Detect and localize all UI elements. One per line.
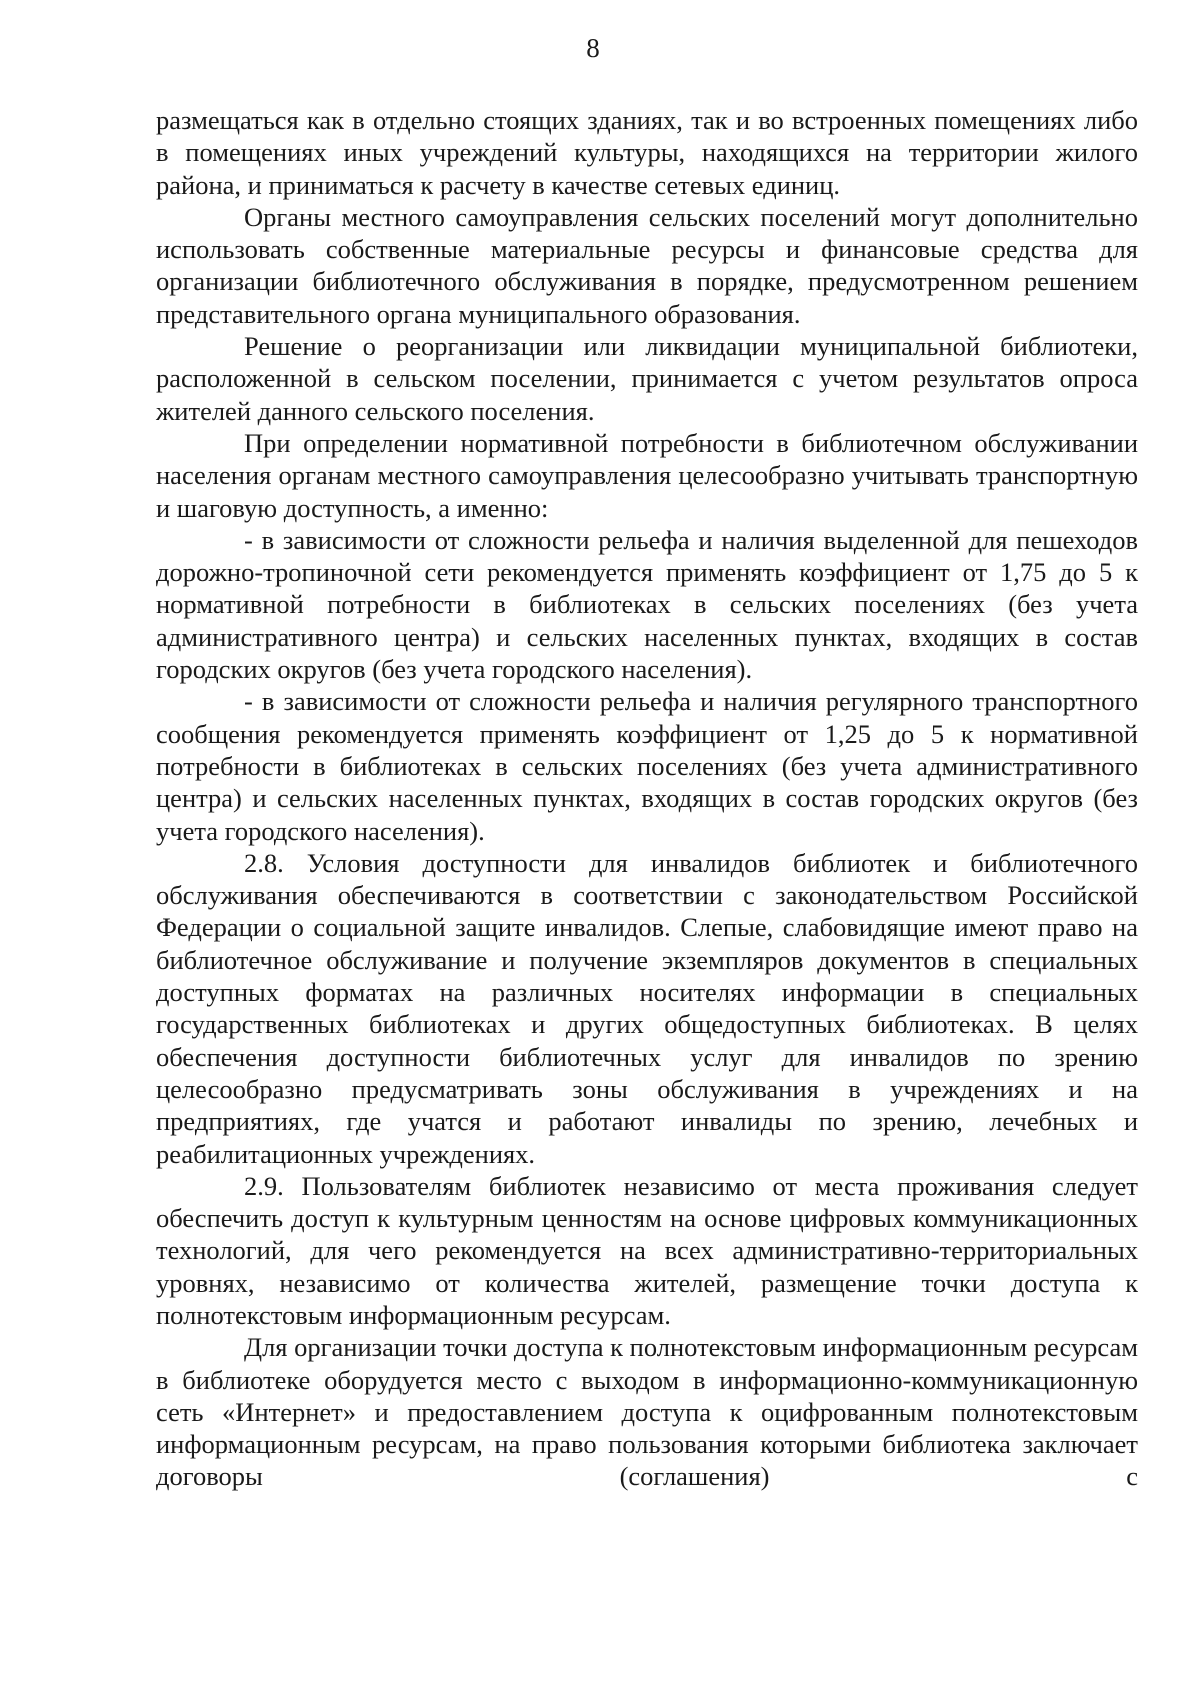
section-2-9-digital-access: 2.9. Пользователям библиотек независимо от места проживания следует обеспечить доступ к культурным ценностям на основе цифровых коммуникационных технологий, для чего рекомендуется на всех административно-территориальных уровнях, независимо от количества жителей, размещение точки доступа к полнотекстовым информационным ресурсам.: [156, 1170, 1138, 1330]
list-item-pedestrian-coefficient: - в зависимости от сложности рельефа и наличия выделенной для пешеходов дорожно-тропиночной сети рекомендуется применять коэффициент от 1,75 до 5 к нормативной потребности в библиотеках в сельских поселениях (без учета административного центра) и сельских населенных пунктах, входящих в состав городских округов (без учета городского населения).: [156, 524, 1138, 685]
paragraph-reorganization: Решение о реорганизации или ликвидации муниципальной библиотеки, расположенной в сельском поселении, принимается с учетом результатов опроса жителей данного сельского поселения.: [156, 331, 1138, 426]
page-number: 8: [586, 33, 600, 63]
section-2-8-accessibility: 2.8. Условия доступности для инвалидов библиотек и библиотечного обслуживания обеспечиваются в соответствии с законодательством Российской Федерации о социальной защите инвалидов. Слепые, слабовидящие имеют право на библиотечное обслуживание и получение экземпляров документов в специальных доступных форматах на различных носителях информации в специальных государственных библиотеках и других общедоступных библиотеках. В целях обеспечения доступности библиотечных услуг для инвалидов по зрению целесообразно предусматривать зоны обслуживания в учреждениях и на предприятиях, где учатся и работают инвалиды по зрению, лечебных и реабилитационных учреждениях.: [156, 847, 1138, 1169]
document-body: [156, 104, 1138, 1493]
paragraph-continuation: размещаться как в отдельно стоящих зданиях, так и во встроенных помещениях либо в помещениях иных учреждений культуры, находящихся на территории жилого района, и приниматься к расчету в качестве сетевых единиц.: [156, 105, 1138, 200]
paragraph-local-government: Органы местного самоуправления сельских поселений могут дополнительно использовать собственные материальные ресурсы и финансовые средства для организации библиотечного обслуживания в порядке, предусмотренном решением представительного органа муниципального образования.: [156, 201, 1138, 329]
list-item-transport-coefficient: - в зависимости от сложности рельефа и наличия регулярного транспортного сообщения рекомендуется применять коэффициент от 1,25 до 5 к нормативной потребности в библиотеках в сельских поселениях (без учета административного центра) и сельских населенных пунктах, входящих в состав городских округов (без учета городского населения).: [156, 686, 1138, 846]
paragraph-normative-need: При определении нормативной потребности в библиотечном обслуживании населения органам местного самоуправления целесообразно учитывать транспортную и шаговую доступность, а именно:: [156, 427, 1138, 523]
paragraph-access-point: Для организации точки доступа к полнотекстовым информационным ресурсам в библиотеке оборудуется место с выходом в информационно-коммуникационную сеть «Интернет» и предоставлением доступа к оцифрованным полнотекстовым информационным ресурсам, на право пользования которыми библиотека заключает договоры (соглашения) с: [156, 1332, 1138, 1492]
